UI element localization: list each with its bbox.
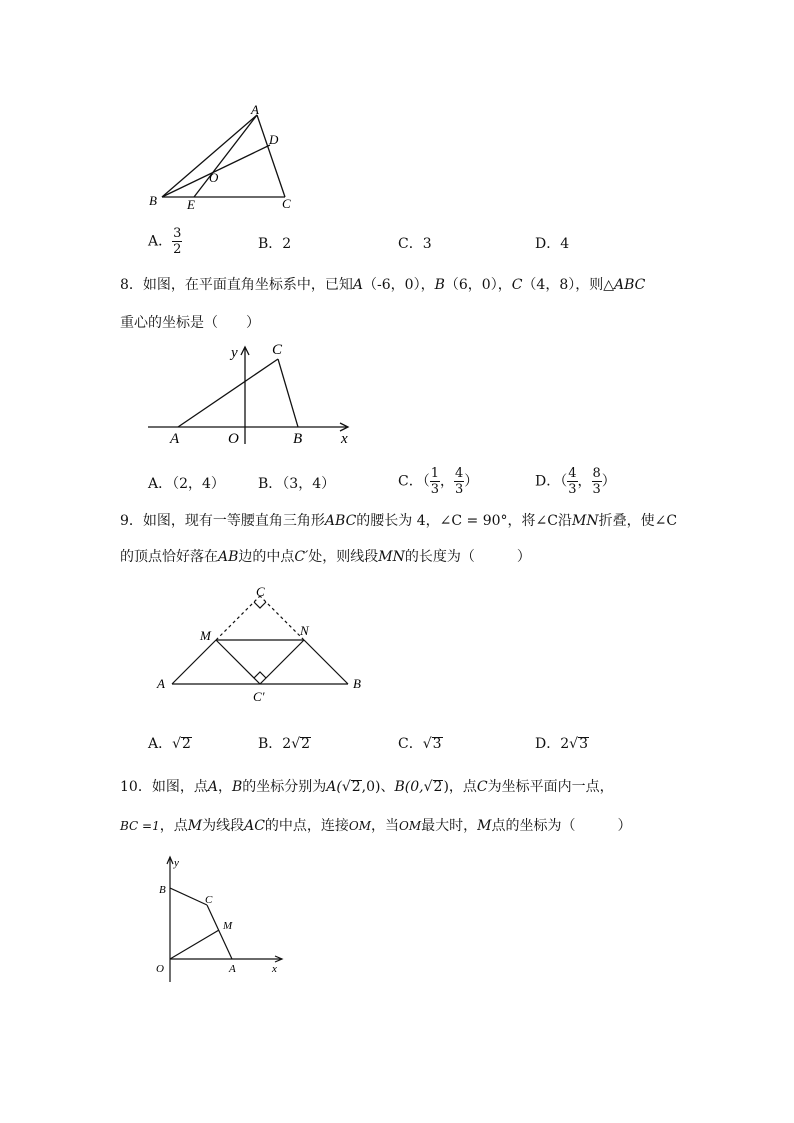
q8-coordinate-figure — [140, 338, 360, 450]
label-D: D — [269, 132, 279, 147]
label-B: B — [159, 884, 166, 896]
label-M: M — [223, 920, 233, 932]
label-Cp: C′ — [253, 689, 265, 704]
q9-option-a[interactable]: A．√2 — [148, 736, 191, 752]
label-y: y — [231, 345, 238, 361]
q7-option-b[interactable]: B．2 — [258, 236, 292, 252]
segment-AM — [172, 640, 216, 684]
segment-MCp — [216, 640, 260, 684]
q9-line-1: 9．如图，现有一等腰直角三角形ABC的腰长为 4，∠C = 90°，将∠C沿MN折叠，使∠C — [120, 513, 678, 529]
dashed-MC — [216, 596, 260, 640]
q7-option-d[interactable]: D．4 — [535, 236, 570, 252]
q10-line-1: 10．如图，点A，B的坐标分别为A(√2,0)、B(0,√2)，点C为坐标平面内一点， — [120, 779, 614, 795]
label-x: x — [272, 963, 277, 975]
dashed-NC — [260, 596, 304, 640]
segment-BC — [170, 888, 207, 905]
label-x: x — [341, 431, 348, 447]
label-A: A — [157, 676, 165, 691]
segment-NCp — [260, 640, 304, 684]
segment-AC — [257, 115, 285, 197]
label-C: C — [205, 894, 213, 906]
label-E: E — [187, 197, 195, 212]
q10-coordinate-figure — [140, 850, 290, 982]
label-B: B — [149, 193, 157, 208]
q10-line-2: BC =1，点M为线段AC的中点，连接OM，当OM最大时，M点的坐标为（ ） — [120, 818, 632, 834]
q8-option-b[interactable]: B．（3，4） — [258, 476, 336, 492]
label-N: N — [300, 623, 309, 638]
q9-option-b[interactable]: B．2√2 — [258, 736, 311, 752]
label-M: M — [200, 628, 211, 643]
q9-option-d[interactable]: D．2√3 — [535, 736, 588, 752]
q7-option-a-letter: A． — [148, 233, 173, 250]
q9-option-c[interactable]: C．√3 — [398, 736, 442, 752]
segment-CA — [207, 905, 232, 959]
q9-line-2: 的顶点恰好落在AB边的中点C′处，则线段MN的长度为（ ） — [120, 549, 531, 565]
label-B: B — [353, 676, 361, 691]
label-A: A — [170, 431, 180, 447]
label-O: O — [228, 431, 239, 447]
label-C: C — [272, 342, 283, 358]
q8-option-d[interactable]: D．（ $\frac{4}{3}$ ， $\frac{8}{3}$ ） — [535, 466, 616, 497]
label-B: B — [293, 431, 303, 447]
q8-option-c[interactable]: C．（ $\frac{1}{3}$ ， $\frac{4}{3}$ ） — [398, 466, 479, 497]
segment-BC — [278, 359, 298, 427]
q8-line-2: 重心的坐标是（ ） — [120, 315, 260, 331]
segment-NB — [304, 640, 348, 684]
q9-fold-figure — [150, 580, 370, 705]
label-O: O — [156, 963, 164, 975]
label-y: y — [174, 857, 179, 869]
label-A: A — [251, 102, 259, 117]
segment-OM — [170, 930, 219, 959]
q7-option-a-fraction: $\frac{3}{2}$ — [173, 226, 182, 257]
label-C: C — [282, 196, 291, 211]
q7-triangle-figure — [140, 96, 310, 216]
right-angle-mark-Cp — [254, 672, 266, 678]
q8-option-a[interactable]: A．（2，4） — [148, 476, 225, 492]
label-A: A — [229, 963, 236, 975]
q8-line-1: 8．如图，在平面直角坐标系中，已知A（-6，0），B（6，0），C（4，8），则△ABC — [120, 277, 646, 293]
q7-option-a[interactable] — [148, 226, 182, 257]
q7-option-c[interactable]: C．3 — [398, 236, 432, 252]
label-C: C — [256, 584, 265, 599]
segment-AC — [178, 359, 278, 427]
right-angle-mark-C — [254, 602, 266, 608]
label-O: O — [209, 170, 219, 185]
